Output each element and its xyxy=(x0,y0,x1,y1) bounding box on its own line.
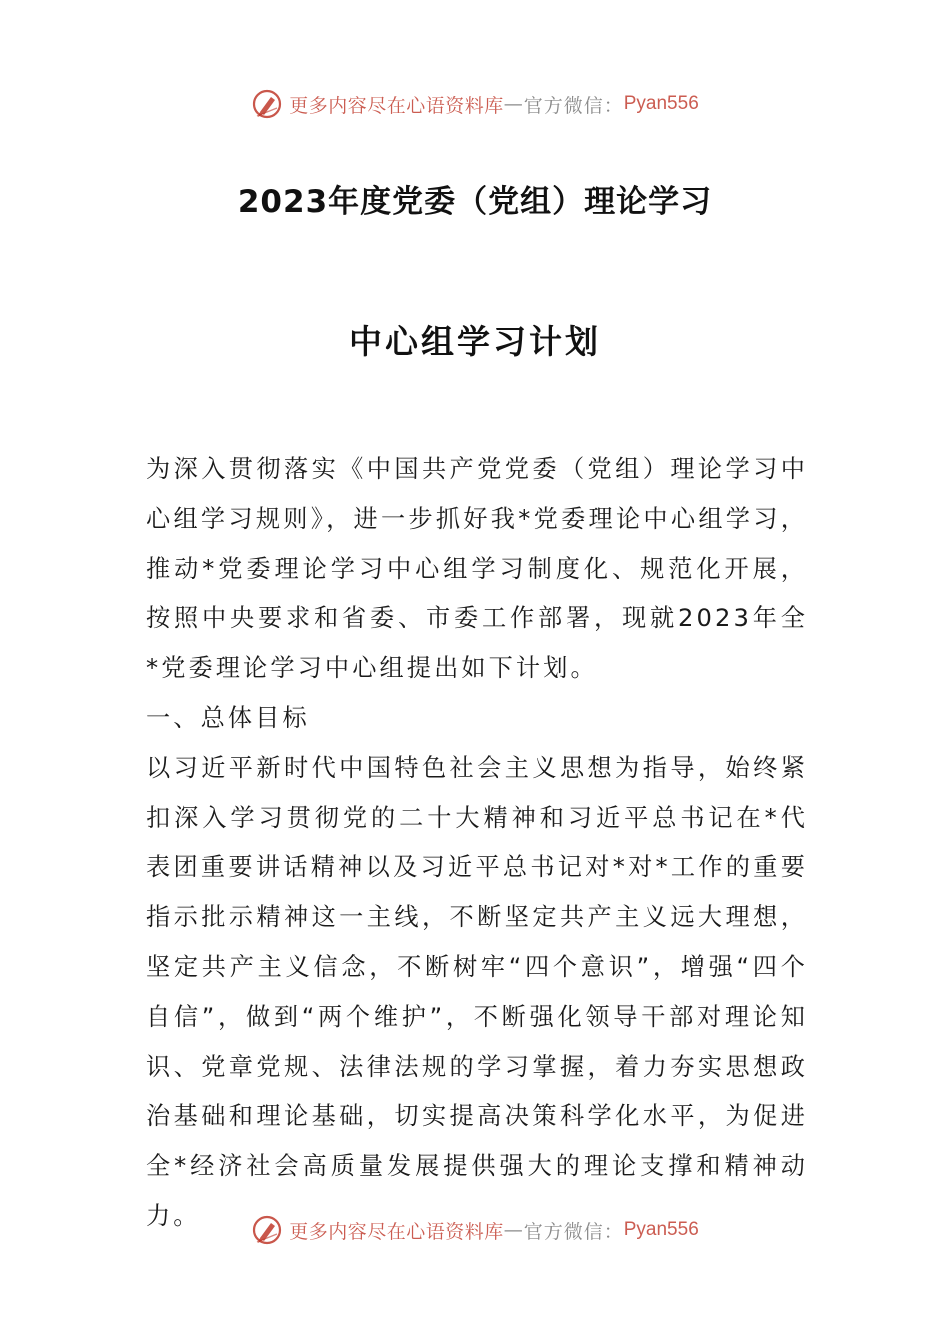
watermark-separator: — xyxy=(503,93,524,115)
watermark-wechat-label: 官方微信： xyxy=(523,1220,624,1243)
paragraph-intro: 为深入贯彻落实《中国共产党党委（党组）理论学习中心组学习规则》，进一步抓好我*党委理论中心组学习，推动*党委理论学习中心组学习制度化、规范化开展，按照中央要求和省委、市委工作部署，现就2023年全*党委理论学习中心组提出如下计划。 xyxy=(146,455,808,683)
paragraph-goal: 以习近平新时代中国特色社会主义思想为指导，始终紧扣深入学习贯彻党的二十大精神和习近平总书记在*代表团重要讲话精神以及习近平总书记对*对*工作的重要指示批示精神这一主线，不断坚定共产主义远大理想，坚定共产主义信念，不断树牢“四个意识”，增强“四个自信”，做到“两个维护”，不断强化领导干部对理论知识、党章党规、法律法规的学习掌握，着力夯实思想政治基础和理论基础，切实提高决策科学化水平，为促进全*经济社会高质量发展提供强大的理论支撑和精神动力。 xyxy=(146,753,808,1230)
watermark-site-text: 更多内容尽在心语资料库 xyxy=(289,94,504,117)
watermark-wechat-id: Pyan556 xyxy=(623,1219,699,1240)
pen-nib-logo-icon xyxy=(251,88,283,120)
watermark-wechat-label: 官方微信： xyxy=(523,94,624,117)
watermark-wechat-id: Pyan556 xyxy=(623,93,699,114)
header-watermark xyxy=(0,84,950,124)
document-body xyxy=(146,445,808,1242)
watermark-site-text: 更多内容尽在心语资料库 xyxy=(289,1220,504,1243)
footer-watermark xyxy=(0,1210,950,1250)
pen-nib-logo-icon xyxy=(251,1214,283,1246)
watermark-separator: — xyxy=(503,1219,524,1241)
document-title-line2: 中心组学习计划 xyxy=(349,322,601,361)
document-title-line1: 2023年度党委（党组）理论学习 xyxy=(237,184,713,220)
section-heading: 一、总体目标 xyxy=(146,703,310,732)
